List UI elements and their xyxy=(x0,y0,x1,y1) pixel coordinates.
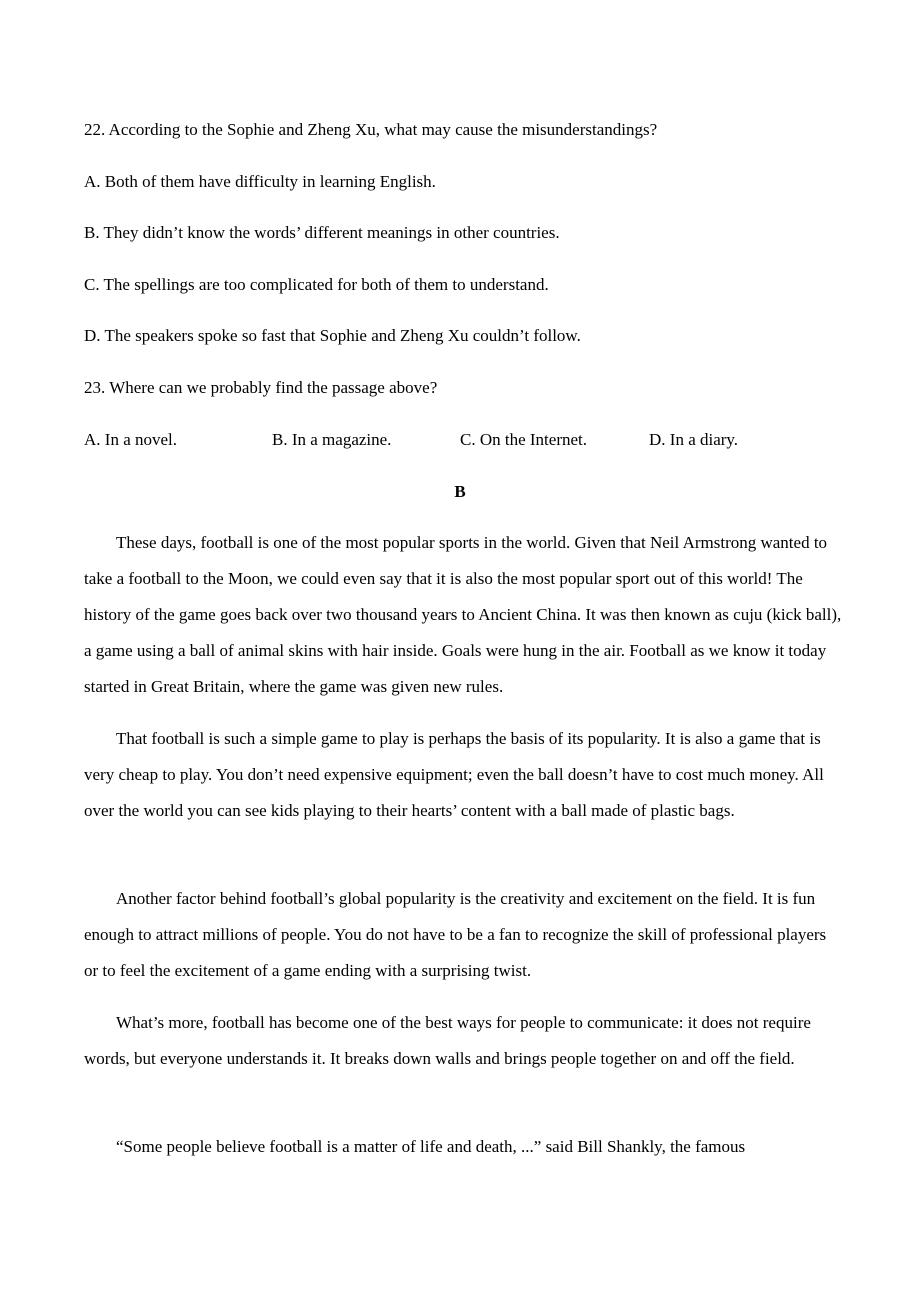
question-22-option-b: B. They didn’t know the words’ different meanings in other countries. xyxy=(84,223,560,242)
passage-paragraph-2: That football is such a simple game to play is perhaps the basis of its popularity. It is also a game that is very cheap to play. You don’t need expensive equipment; even the ball doesn’t have to cost much money. All over the world you can see kids playing to their hearts’ content with a ball made of plastic bags. xyxy=(84,729,824,820)
section-b-heading: B xyxy=(454,482,466,501)
question-23-option-b: B. In a magazine. xyxy=(272,430,392,449)
passage-paragraph-4: What’s more, football has become one of the best ways for people to communicate: it does not require words, but everyone understands it. It breaks down walls and brings people together on and off the field. xyxy=(84,1013,811,1068)
question-23-stem: 23. Where can we probably find the passage above? xyxy=(84,378,438,397)
question-23-option-a: A. In a novel. xyxy=(84,430,178,449)
passage-paragraph-5: “Some people believe football is a matter of life and death, ...” said Bill Shankly, the famous xyxy=(116,1137,746,1156)
question-22-option-a: A. Both of them have difficulty in learning English. xyxy=(84,172,436,191)
passage-paragraph-1: These days, football is one of the most popular sports in the world. Given that Neil Armstrong wanted to take a football to the Moon, we could even say that it is also the most popular sport out of this world! The history of the game goes back over two thousand years to Ancient China. It was then known as cuju (kick ball), a game using a ball of animal skins with hair inside. Goals were hung in the air. Football as we know it today started in Great Britain, where the game was given new rules. xyxy=(84,533,842,696)
question-22-option-d: D. The speakers spoke so fast that Sophie and Zheng Xu couldn’t follow. xyxy=(84,326,581,345)
question-23-option-c: C. On the Internet. xyxy=(460,430,587,449)
question-23-option-d: D. In a diary. xyxy=(649,430,739,449)
passage-paragraph-3: Another factor behind football’s global popularity is the creativity and excitement on the field. It is fun enough to attract millions of people. You do not have to be a fan to recognize the skill of professional players or to feel the excitement of a game ending with a surprising twist. xyxy=(84,889,827,980)
question-22-option-c: C. The spellings are too complicated for both of them to understand. xyxy=(84,275,549,294)
question-22-stem: 22. According to the Sophie and Zheng Xu, what may cause the misunderstandings? xyxy=(84,120,658,139)
